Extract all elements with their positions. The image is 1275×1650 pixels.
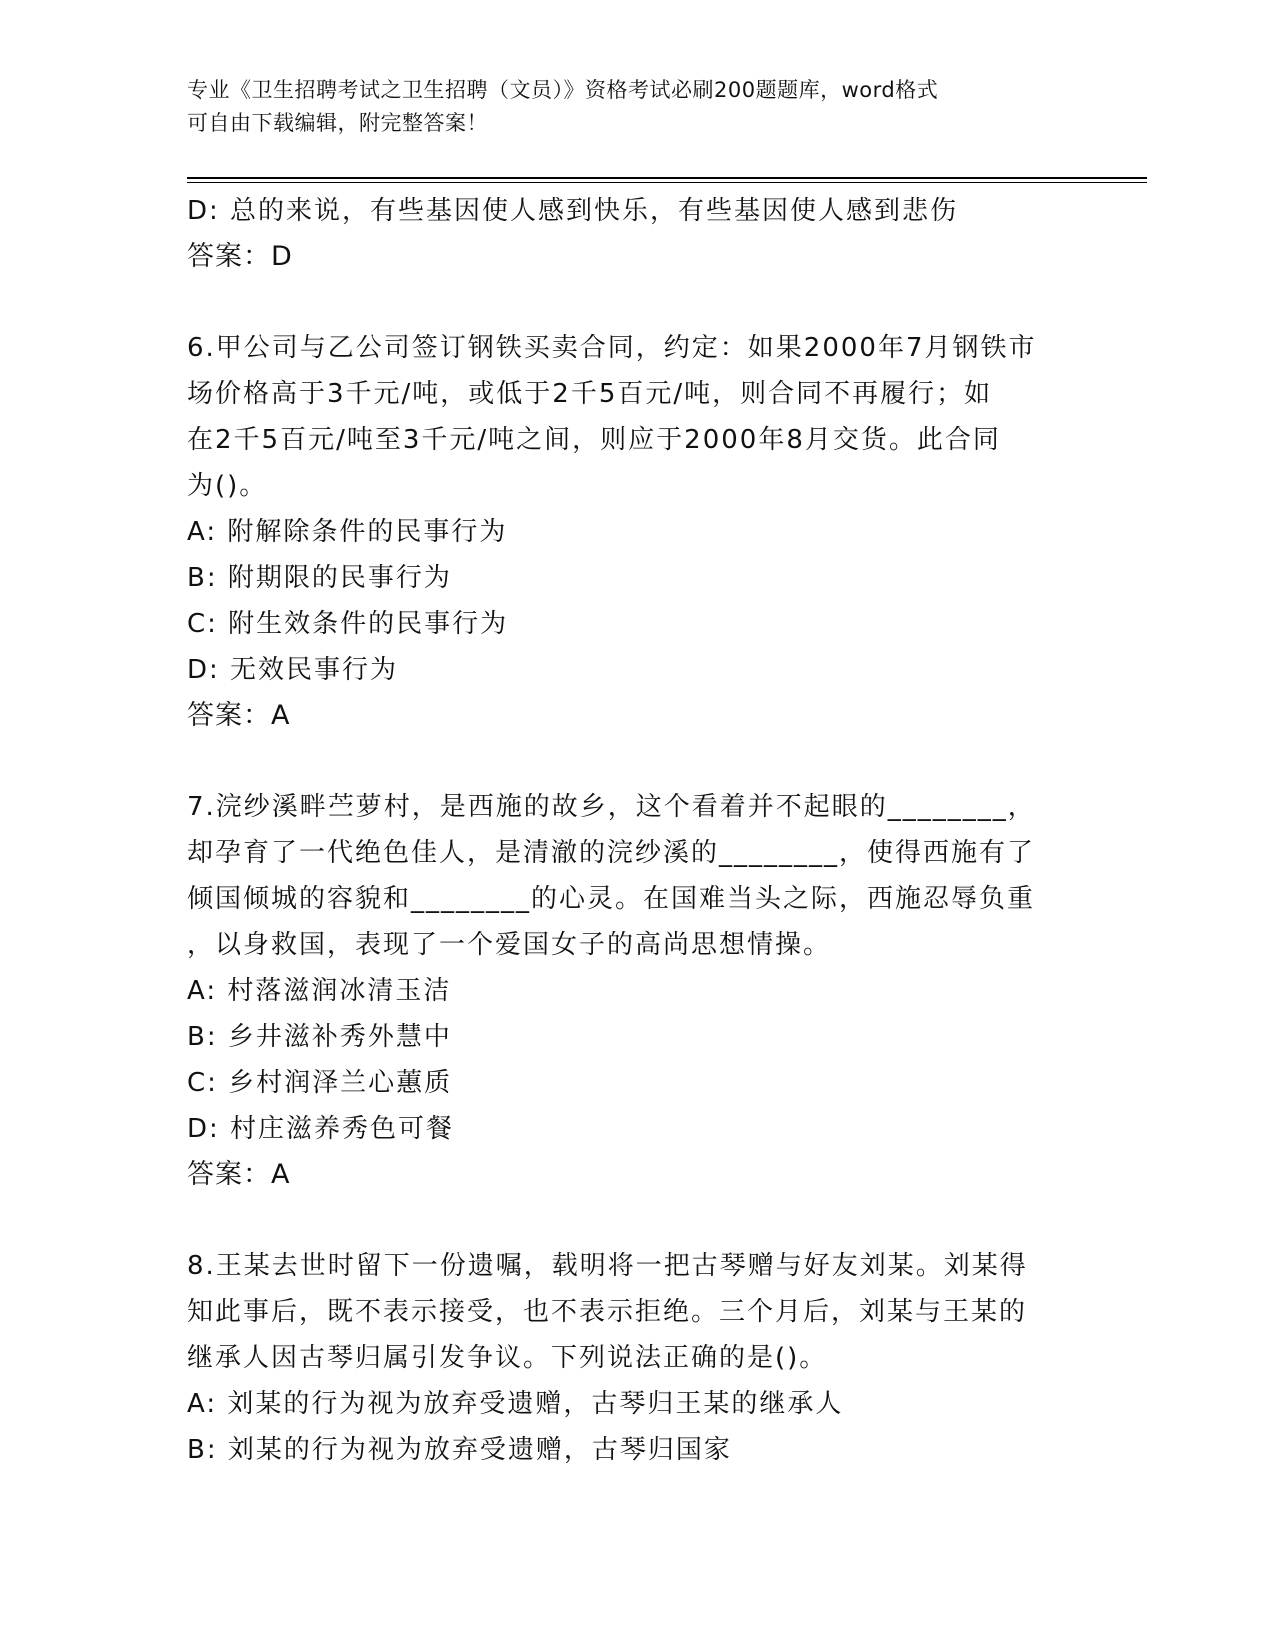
option-a: A: 刘某的行为视为放弃受遗赠，古琴归王某的继承人 xyxy=(187,1389,844,1419)
question-text-line: 倾国倾城的容貌和________的心灵。在国难当头之际，西施忍辱负重 xyxy=(187,884,1036,914)
question-text-line: 在2千5百元/吨至3千元/吨之间，则应于2000年8月交货。此合同 xyxy=(187,425,1001,455)
option-c: C: 附生效条件的民事行为 xyxy=(187,609,509,639)
answer: 答案：A xyxy=(187,1159,291,1190)
question-text-line: 却孕育了一代绝色佳人，是清澈的浣纱溪的________，使得西施有了 xyxy=(187,838,1036,868)
header-line-2: 可自由下载编辑，附完整答案！ xyxy=(187,111,488,135)
question-text-line: 7.浣纱溪畔苎萝村，是西施的故乡，这个看着并不起眼的________， xyxy=(187,792,1036,822)
spacer xyxy=(187,739,1067,784)
answer: 答案：A xyxy=(187,700,291,731)
option-d: D: 村庄滋养秀色可餐 xyxy=(187,1114,455,1144)
option-d: D: 总的来说，有些基因使人感到快乐，有些基因使人感到悲伤 xyxy=(187,196,959,226)
question-8 xyxy=(187,1243,1067,1473)
question-text-line: 知此事后，既不表示接受，也不表示拒绝。三个月后，刘某与王某的 xyxy=(187,1297,1028,1327)
answer: 答案：D xyxy=(187,241,293,272)
option-c: C: 乡村润泽兰心蕙质 xyxy=(187,1068,453,1098)
header-rule-thick xyxy=(187,177,1147,179)
question-text-line: 场价格高于3千元/吨，或低于2千5百元/吨，则合同不再履行；如 xyxy=(187,379,993,409)
spacer xyxy=(187,1198,1067,1243)
option-a: A: 村落滋润冰清玉洁 xyxy=(187,976,452,1006)
question-5-tail xyxy=(187,188,1067,280)
question-text-line: ，以身救国，表现了一个爱国女子的高尚思想情操。 xyxy=(187,930,832,960)
question-6 xyxy=(187,325,1067,739)
option-a: A: 附解除条件的民事行为 xyxy=(187,517,508,547)
question-text-line: 8.王某去世时留下一份遗嘱，载明将一把古琴赠与好友刘某。刘某得 xyxy=(187,1251,1028,1281)
header-rule-thin xyxy=(187,182,1147,183)
document-body xyxy=(187,188,1067,1473)
question-text-line: 6.甲公司与乙公司签订钢铁买卖合同，约定：如果2000年7月钢铁市 xyxy=(187,333,1037,363)
question-text-line: 继承人因古琴归属引发争议。下列说法正确的是()。 xyxy=(187,1343,828,1373)
option-b: B: 附期限的民事行为 xyxy=(187,563,452,593)
option-b: B: 刘某的行为视为放弃受遗赠，古琴归国家 xyxy=(187,1435,732,1465)
header-line-1: 专业《卫生招聘考试之卫生招聘（文员）》资格考试必刷200题题库，word格式 xyxy=(187,78,939,102)
document-header xyxy=(187,74,1067,140)
spacer xyxy=(187,280,1067,325)
option-d: D: 无效民事行为 xyxy=(187,655,399,685)
question-7 xyxy=(187,784,1067,1198)
option-b: B: 乡井滋补秀外慧中 xyxy=(187,1022,452,1052)
question-text-line: 为()。 xyxy=(187,471,268,501)
